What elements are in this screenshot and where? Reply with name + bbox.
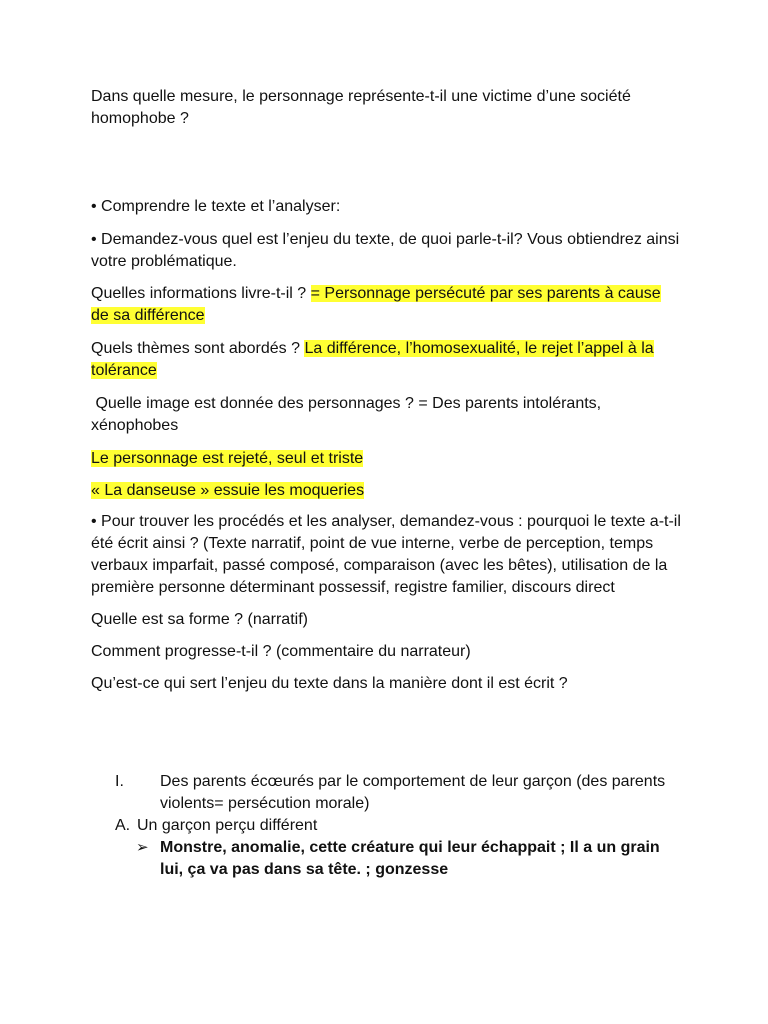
question-themes-answer: La différence, l’homosexualité, le rejet l’appel à la tolérance xyxy=(91,340,654,379)
outline-subpart-a xyxy=(91,815,681,837)
question-informations xyxy=(91,283,681,327)
question-form: Quelle est sa forme ? (narratif) xyxy=(91,611,308,628)
arrow-bullet-icon: ➢ xyxy=(136,839,149,856)
question-themes xyxy=(91,338,681,382)
outline-subpart-a-title: Un garçon perçu différent xyxy=(137,817,318,834)
bullet-procedures: • Pour trouver les procédés et les analyser, demandez-vous : pourquoi le texte a-t-il été écrit ainsi ? (Texte narratif, point de vue interne, verbe de perception, temps verbaux imparfait, passé composé, comparaison (avec les bêtes), utilisation de la première personne déterminant possessif, registre familier, discours direct xyxy=(91,513,681,596)
problematic-question: Dans quelle mesure, le personnage représente-t-il une victime d’une société homophobe ? xyxy=(91,88,631,127)
highlight-rejected-text: Le personnage est rejeté, seul et triste xyxy=(91,450,364,467)
question-informations-answer: = Personnage persécuté par ses parents à cause de sa différence xyxy=(91,285,661,324)
outline-roman-numeral: I. xyxy=(115,773,124,790)
outline-arrow-text: Monstre, anomalie, cette créature qui leur échappait ; Il a un grain lui, ça va pas dans sa tête. ; gonzesse xyxy=(160,839,660,878)
highlight-dancer xyxy=(91,480,681,502)
outline-part-one xyxy=(91,771,681,815)
bullet-stakes: • Demandez-vous quel est l’enjeu du texte, de quoi parle-t-il? Vous obtiendrez ainsi votre problématique. xyxy=(91,231,680,270)
outline-arrow-item xyxy=(91,837,681,881)
highlight-dancer-text: « La danseuse » essuie les moqueries xyxy=(91,482,365,499)
outline-part-one-title: Des parents écœurés par le comportement de leur garçon (des parents violents= persécution morale) xyxy=(160,773,666,812)
document-body xyxy=(91,86,681,881)
question-informations-label: Quelles informations livre-t-il ? xyxy=(91,285,311,302)
question-image: Quelle image est donnée des personnages ? = Des parents intolérants, xénophobes xyxy=(91,395,606,434)
question-stakes-writing: Qu’est-ce qui sert l’enjeu du texte dans la manière dont il est écrit ? xyxy=(91,675,568,692)
question-themes-label: Quels thèmes sont abordés ? xyxy=(91,340,305,357)
outline-letter: A. xyxy=(115,817,131,834)
bullet-understand: • Comprendre le texte et l’analyser: xyxy=(91,198,341,215)
highlight-rejected xyxy=(91,448,681,470)
question-progression: Comment progresse-t-il ? (commentaire du narrateur) xyxy=(91,643,471,660)
